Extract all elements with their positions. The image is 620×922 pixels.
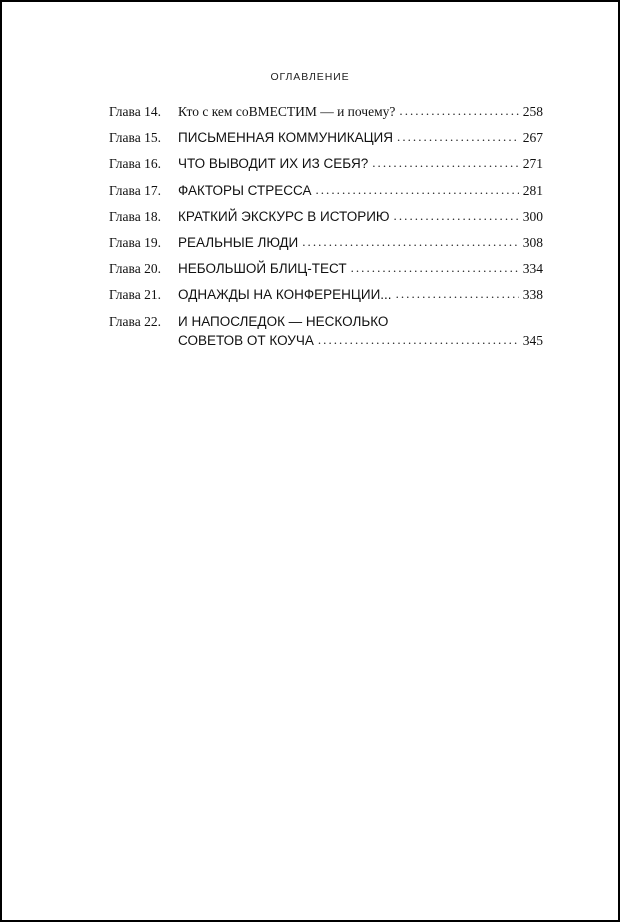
chapter-title: НЕБОЛЬШОЙ БЛИЦ-ТЕСТ: [178, 261, 347, 277]
chapter-title: ЧТО ВЫВОДИТ ИХ ИЗ СЕБЯ?: [178, 156, 369, 172]
toc-entry-21[interactable]: [109, 287, 543, 313]
page-number: 300: [522, 208, 543, 224]
leader-dots: [302, 234, 519, 250]
leader-dots: [399, 103, 518, 119]
chapter-number: Глава 15.: [109, 130, 161, 146]
toc-entry-18[interactable]: [109, 209, 543, 235]
chapter-number: Глава 22.: [109, 313, 161, 329]
toc-entry-22[interactable]: [109, 314, 543, 353]
toc-entry-14[interactable]: [109, 104, 543, 130]
page-number: 308: [522, 234, 543, 250]
leader-dots: [396, 286, 519, 302]
chapter-number: Глава 18.: [109, 208, 161, 224]
toc-entry-19[interactable]: [109, 235, 543, 261]
leader-dots: [318, 332, 519, 348]
chapter-title-line2: СОВЕТОВ ОТ КОУЧА: [178, 332, 314, 348]
leader-dots: [315, 182, 518, 198]
chapter-title-line1: И НАПОСЛЕДОК — НЕСКОЛЬКО: [178, 313, 389, 329]
toc-heading: ОГЛАВЛЕНИЕ: [270, 71, 350, 83]
chapter-title: РЕАЛЬНЫЕ ЛЮДИ: [178, 234, 299, 250]
leader-dots: [394, 208, 519, 224]
page-number: 271: [522, 156, 543, 172]
chapter-number: Глава 14.: [109, 104, 161, 119]
leader-dots: [351, 260, 519, 276]
page-number: 258: [522, 104, 543, 119]
page-number: 267: [522, 130, 543, 146]
leader-dots: [397, 129, 519, 145]
toc-entry-20[interactable]: [109, 261, 543, 287]
chapter-title: ФАКТОРЫ СТРЕССА: [178, 182, 312, 198]
chapter-number: Глава 17.: [109, 182, 161, 198]
chapter-number: Глава 21.: [109, 287, 161, 303]
page-number: 281: [522, 182, 543, 198]
page-number: 334: [522, 261, 543, 277]
chapter-title: ПИСЬМЕННАЯ КОММУНИКАЦИЯ: [178, 130, 394, 146]
page-number: 345: [522, 332, 543, 348]
chapter-number: Глава 20.: [109, 261, 161, 277]
chapter-title: ОДНАЖДЫ НА КОНФЕРЕНЦИИ...: [178, 287, 392, 303]
chapter-number: Глава 19.: [109, 234, 161, 250]
table-of-contents: [109, 104, 543, 353]
chapter-title: КРАТКИЙ ЭКСКУРС В ИСТОРИЮ: [178, 208, 390, 224]
toc-entry-17[interactable]: [109, 183, 543, 209]
chapter-title: Кто с кем соВМЕСТИМ — и почему?: [178, 104, 396, 119]
page-number: 338: [522, 287, 543, 303]
chapter-number: Глава 16.: [109, 156, 161, 172]
leader-dots: [372, 155, 519, 171]
toc-entry-16[interactable]: [109, 156, 543, 182]
toc-entry-15[interactable]: [109, 130, 543, 156]
